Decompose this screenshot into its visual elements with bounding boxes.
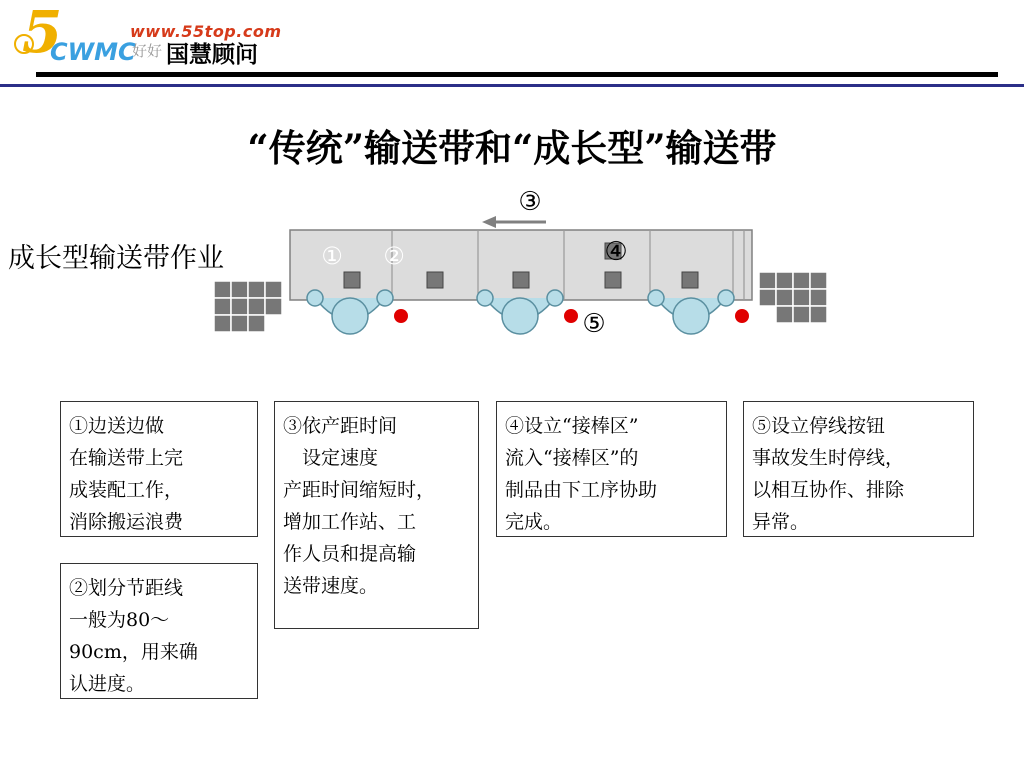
note-line: 异常。 <box>752 511 810 533</box>
parts-stack-right <box>759 272 827 323</box>
product-square <box>513 272 529 288</box>
marker-5: ⑤ <box>582 309 606 339</box>
note-line: 消除搬运浪费 <box>69 511 184 533</box>
note-line: ④设立“接棒区” <box>505 415 639 437</box>
note-line: ②划分节距线 <box>69 577 184 599</box>
note-line: 事故发生时停线， <box>752 447 905 469</box>
stop-button <box>735 309 749 323</box>
page-title: “传统”输送带和“成长型”输送带 <box>247 126 777 170</box>
note-line: 成装配工作， <box>69 479 184 501</box>
conveyor-diagram <box>200 180 860 350</box>
stop-button <box>394 309 408 323</box>
note-line: 一般为80～ <box>69 609 170 631</box>
note-line: 制品由下工序协助 <box>505 479 658 501</box>
note-line: 90cm，用来确 <box>69 641 198 663</box>
note-line: 产距时间缩短时， <box>283 479 436 501</box>
note-line: 设定速度 <box>283 447 379 469</box>
brand-name: 国慧顾问 <box>166 42 258 68</box>
marker-3: ③ <box>518 187 542 217</box>
note-takt-speed <box>274 401 479 629</box>
conveyor-belt <box>290 230 752 300</box>
note-line: 增加工作站、工 <box>283 511 417 533</box>
header-divider-blue <box>0 84 1024 87</box>
product-square <box>682 272 698 288</box>
note-line: 在输送带上完 <box>69 447 184 469</box>
stop-button <box>564 309 578 323</box>
note-line: ①边送边做 <box>69 415 165 437</box>
note-stop-button <box>743 401 974 537</box>
logo-letters: CWMC <box>50 38 136 66</box>
diagram-label: 成长型输送带作业 <box>8 243 224 274</box>
note-continuous-assembly <box>60 401 258 537</box>
note-pitch-lines <box>60 563 258 699</box>
note-line: 作人员和提高输 <box>283 543 417 565</box>
logo-url: www.55top.com <box>130 22 282 41</box>
note-line: 送带速度。 <box>283 575 379 597</box>
note-line: 以相互协作、排除 <box>752 479 905 501</box>
product-square <box>605 272 621 288</box>
parts-stack-left <box>214 281 282 332</box>
note-line: ⑤设立停线按钮 <box>752 415 886 437</box>
note-line: 完成。 <box>505 511 563 533</box>
note-line: ③依产距时间 <box>283 415 398 437</box>
note-line: 认进度。 <box>69 673 146 695</box>
marker-4: ④ <box>604 237 628 267</box>
flow-arrow-head <box>482 216 496 228</box>
note-line: 流入“接棒区”的 <box>505 447 639 469</box>
marker-1: ① <box>321 242 343 270</box>
note-relay-zone <box>496 401 727 537</box>
logo-digit: 5 <box>22 0 63 66</box>
product-square <box>427 272 443 288</box>
product-square <box>344 272 360 288</box>
marker-2: ② <box>383 242 405 270</box>
logo-tagline: 好好 <box>132 42 163 60</box>
header-divider-black <box>36 72 998 77</box>
